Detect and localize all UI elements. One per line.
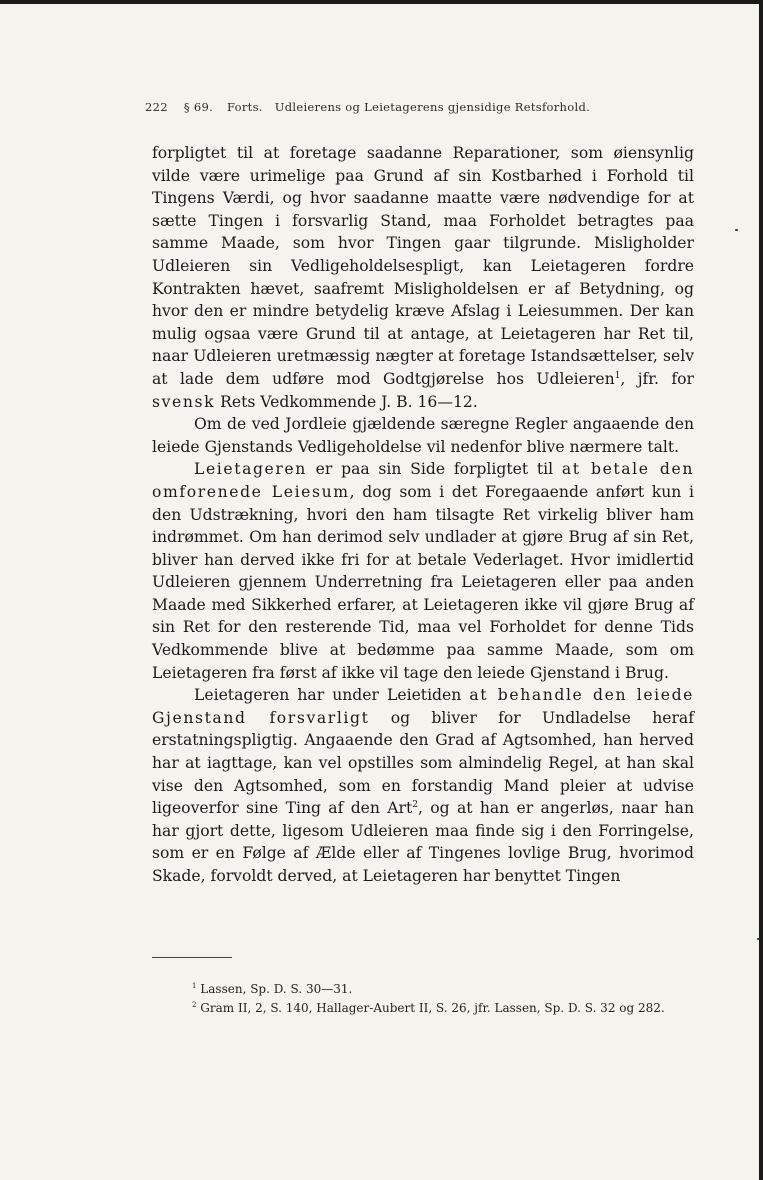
footnote-mark: 1 [192, 982, 197, 990]
emphasis-spaced: at betale den omforenede Leiesum [152, 460, 694, 501]
page-border-right [759, 0, 763, 1180]
text-run: Rets Vedkommende J. B. 16—12. [215, 392, 478, 411]
text-run: , jfr. for [620, 369, 694, 388]
emphasis-spaced: at behandle den leiede Gjenstand forsvarligt [152, 686, 694, 727]
emphasis-spaced: Leietageren [194, 460, 307, 479]
page-number: 222 [145, 100, 168, 114]
footnote [152, 980, 694, 999]
text-run: er paa sin Side forpligtet til [306, 460, 562, 479]
paragraph [152, 458, 694, 684]
footnote-text: Lassen, Sp. D. S. 30—31. [200, 982, 353, 996]
running-header [145, 100, 645, 114]
text-run: , og at han er angerløs, naar han har gjort dette, ligesom Udleieren maa finde sig i den Forringelse, som er en Følge af Ælde eller af Tingenes lovlige Brug, hvorimod Skade, forvoldt derved, at Leietageren har benyttet Tingen [152, 799, 695, 885]
footnote-text: Gram II, 2, S. 140, Hallager-Aubert II, S. 26, jfr. Lassen, Sp. D. S. 32 og 282. [200, 1001, 665, 1015]
footnote-ref: 2 [412, 800, 418, 811]
footnotes [152, 980, 694, 1018]
footnote-mark: 2 [192, 1001, 197, 1009]
emphasis-spaced: svensk [152, 392, 216, 411]
footnote-ref: 1 [614, 370, 621, 381]
body-text [152, 142, 694, 888]
text-run: Leietageren har under Leietiden [194, 686, 470, 705]
running-title: Udleierens og Leietagerens gjensidige Retsforhold. [274, 100, 591, 114]
paragraph [152, 413, 694, 458]
section-number: § 69. [183, 100, 214, 114]
scan-speck [757, 938, 760, 940]
paragraph [152, 684, 694, 887]
text-run: , dog som i det Foregaaende anført kun i den Udstrækning, hvori den ham tilsagte Ret virkelig bliver ham indrømmet. Om han derimod selv undlader at gjøre Brug af sin Ret, bliver han derved ikke fri for at betale Vederlaget. Hvor imidlertid Udleieren gjennem Underretning fra Leietageren eller paa anden Maade med Sikkerhed erfarer, at Leietageren ikke vil gjøre Brug af sin Ret for den resterende Tid, maa vel Forholdet for denne Tids Vedkommende blive at bedømme paa samme Maade, som om Leietageren fra først af ikke vil tage den leiede Gjenstand i Brug. [152, 482, 695, 682]
footnote [152, 999, 694, 1018]
text-run: og bliver for Undladelse heraf erstatningspligtig. Angaaende den Grad af Agtsomhed, han herved har at iagttage, kan vel opstilles som almindelig Regel, at han skal vise den Agtsomhed, som en forstandig Mand pleier at udvise ligeoverfor sine Ting af den Art [152, 708, 694, 818]
scan-speck [735, 229, 738, 231]
text-run: forpligtet til at foretage saadanne Reparationer, som øiensynlig vilde være urimelige paa Grund af sin Kostbarhed i Forhold til Tingens Værdi, og hvor saadanne maatte være nødvendige for at sætte Tingen i forsvarlig Stand, maa Forholdet betragtes paa samme Maade, som hvor Tingen gaar tilgrunde. Misligholder Udleieren sin Vedligeholdelsespligt, kan Leietageren fordre Kontrakten hævet, saafremt Misligholdelsen er af Betydning, og hvor den er mindre betydelig kræve Afslag i Leiesummen. Der kan mulig ogsaa være Grund til at antage, at Leietageren har Ret til, naar Udleieren uretmæssig nægter at foretage Istandsættelser, selv at lade dem udføre mod Godtgjørelse hos Udleieren [152, 144, 694, 388]
footnote-rule [152, 957, 232, 958]
continuation-mark: Forts. [227, 100, 263, 114]
page-border-top [0, 0, 763, 4]
text-run: Om de ved Jordleie gjældende særegne Regler angaaende den leiede Gjenstands Vedligeholdelse vil nedenfor blive nærmere talt. [152, 415, 694, 456]
paragraph [152, 142, 694, 413]
